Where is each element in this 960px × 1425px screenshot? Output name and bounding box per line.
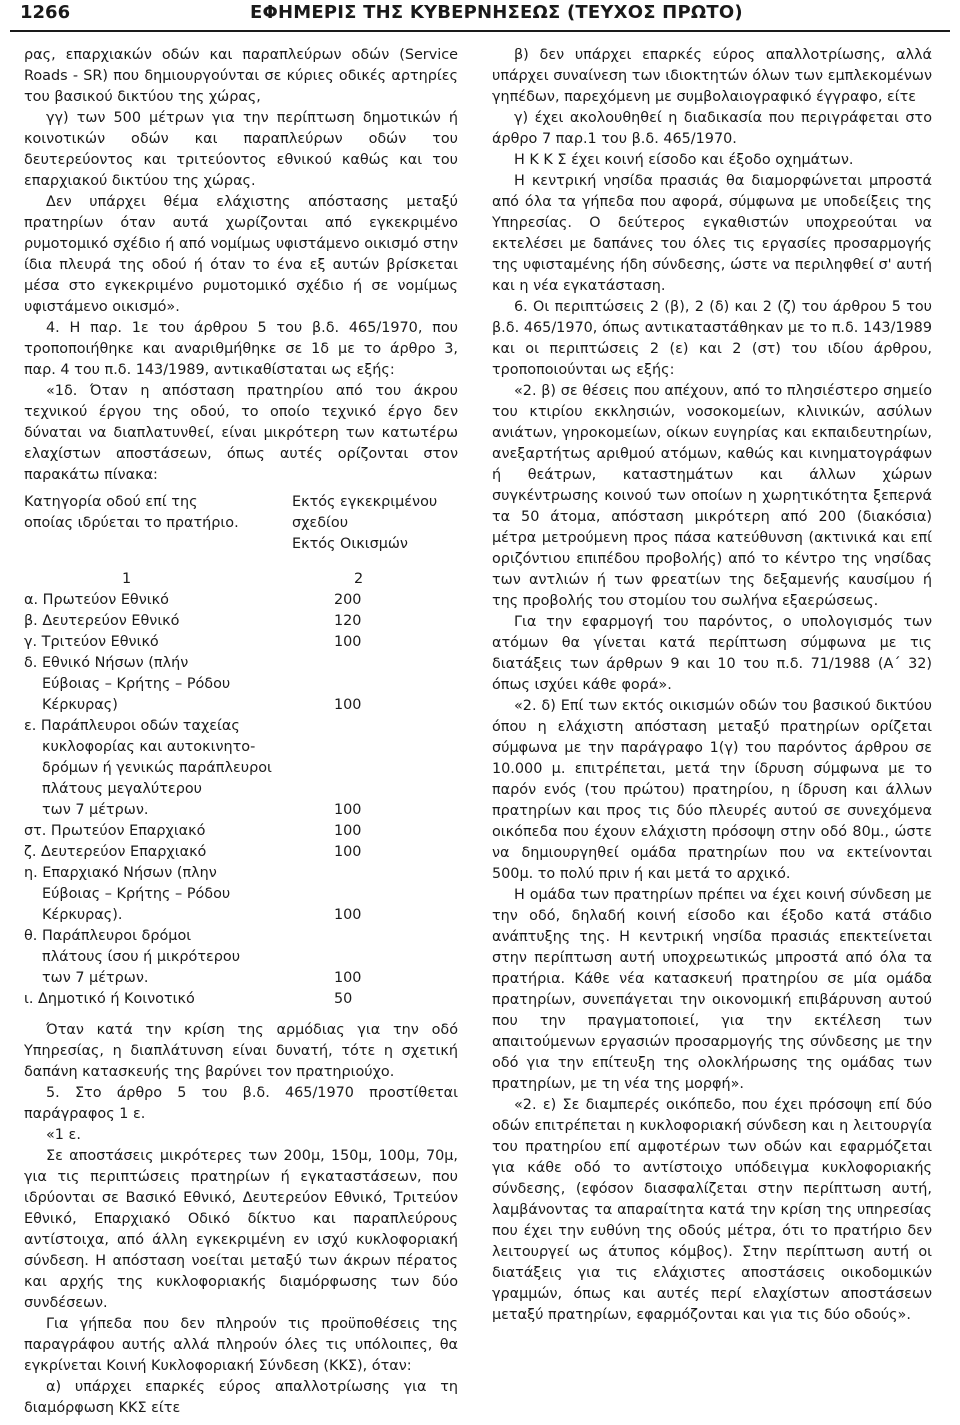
table-cell: των 7 μέτρων. xyxy=(42,802,149,818)
table-cell: Κέρκυρας) xyxy=(42,697,118,713)
table-header-text: Κατηγορία οδού επί της xyxy=(24,494,198,510)
table-cell: ε. Παράπλευροι οδών ταχείας xyxy=(24,718,240,734)
table-cell: Εύβοιας – Κρήτης – Ρόδου xyxy=(42,886,231,902)
paragraph: γ) έχει ακολουθηθεί η διαδικασία που περιγράφεται στο άρθρο 7 παρ.1 του β.δ. 465/1970. xyxy=(492,110,932,147)
page-number: 1266 xyxy=(20,2,71,23)
paragraph: Η ομάδα των πρατηρίων πρέπει να έχει κοινή σύνδεση με την οδό, δηλαδή κοινή είσοδο και έξοδο κατά στάδιο ανάπτυξης της. Η κεντρική νησίδα πρασιάς επεκτείνεται στην περίπτωση αυτή υποχρεωτικώς μπροστά από όλα τα πρατήρια. Κάθε νέα κατασκευή πρατηρίου σε μία ομάδα πρατηρίων, συνεπάγεται την οικονομική επιβάρυνση αυτού που την πραγματοποιεί, για την εκτέλεση των απαιτούμενων εργασιών προσαρμογής της σύνδεσης με την οδό για την επίτευξη της ολοκλήρωσης της ομάδας των πρατηρίων, με τη νέα της μορφή». xyxy=(492,887,932,1092)
column-number: 1 xyxy=(122,571,132,587)
table-value: 200 xyxy=(334,592,362,608)
table-cell: των 7 μέτρων. xyxy=(42,970,149,986)
column-number: 2 xyxy=(354,571,364,587)
paragraph: Σε αποστάσεις μικρότερες των 200μ, 150μ, 100μ, 70μ, για τις περιπτώσεις πρατηρίων ή εγκαταστάσεων, που ιδρύονται σε Βασικό Εθνικό, Δευτερεύον Εθνικό, Τριτεύον Εθνικό, Επαρχιακό Οδικό δίκτυο και παραπλεύρους αντίστοιχα, από άλλη εγκεκριμένη εν ισχύ κυκλοφοριακή σύνδεση. Η απόσταση νοείται μεταξύ των άκρων πέρατος και αρχής της κυκλοφοριακής διαμόρφωσης των δύο συνδέσεων. xyxy=(24,1148,458,1311)
paragraph: Όταν κατά την κρίση της αρμόδιας για την οδό Υπηρεσίας, η διαπλάτυνση είναι δυνατή, τότε η σχετική δαπάνη κατασκευής της βαρύνει τον πρατηριούχο. xyxy=(24,1022,458,1080)
paragraph: «2. δ) Επί των εκτός οικισμών οδών του βασικού δικτύου όπου η ελάχιστη απόσταση μεταξύ πρατηρίων ορίζεται σύμφωνα με την παράγραφο 1(γ) του παρόντος άρθρου σε 10.000 μ. επιτρέπεται, μετά την ίδρυση σύμφωνα με το παρόν ενός (του πρώτου) πρατηρίου, η ίδρυση και άλλων πρατηρίων και προς τις δύο πλευρές αυτού σε συνεχόμενα οικόπεδα που έχουν ελάχιστη πρόσοψη στην οδό 80μ., ώστε να δημιουργηθεί ομάδα πρατηρίων που να εκτείνονται 500μ. το πολύ πριν ή και μετά το αρχικό. xyxy=(492,698,932,882)
paragraph: «1 ε. xyxy=(46,1127,81,1143)
paragraph: Η Κ Κ Σ έχει κοινή είσοδο και έξοδο οχημάτων. xyxy=(514,152,854,168)
table-cell: ζ. Δευτερεύον Επαρχιακό xyxy=(24,844,207,860)
table-header-text: Εκτός εγκεκριμένου xyxy=(292,494,438,510)
paragraph: Δεν υπάρχει θέμα ελάχιστης απόστασης μεταξύ πρατηρίων όταν αυτά χωρίζονται από εγκεκριμένο ρυμοτομικό σχέδιο ή από νομίμως υφιστάμενο οικισμό στην ίδια πλευρά της οδού ή όταν το ένα εξ αυτών βρίσκεται μέσα στο εγκεκριμένο ρυμοτομικό σχέδιο ή σε νομίμως υφιστάμενο οικισμό». xyxy=(24,194,458,315)
table-row xyxy=(24,716,458,821)
table-value: 100 xyxy=(334,970,362,986)
table-value: 100 xyxy=(334,697,362,713)
table-value: 120 xyxy=(334,613,362,629)
header-rule xyxy=(10,30,950,32)
table-cell: ι. Δημοτικό ή Κοινοτικό xyxy=(24,991,195,1007)
table-cell: πλάτους μεγαλύτερου xyxy=(42,781,202,797)
table-cell: β. Δευτερεύον Εθνικό xyxy=(24,613,180,629)
paragraph: 6. Οι περιπτώσεις 2 (β), 2 (δ) και 2 (ζ) του άρθρου 5 του β.δ. 465/1970, όπως αντικαταστάθηκαν με το π.δ. 143/1989 και οι περιπτώσεις 2 (ε) και 2 (στ) του ιδίου άρθρου, τροποποιούνται ως εξής: xyxy=(492,299,932,378)
table-row xyxy=(24,989,458,1010)
table-cell: κυκλοφορίας και αυτοκινητο- xyxy=(42,739,256,755)
table-value: 100 xyxy=(334,907,362,923)
table-header-text: Εκτός Οικισμών xyxy=(292,536,408,552)
table-column-numbers xyxy=(24,569,458,590)
table-cell: γ. Τριτεύον Εθνικό xyxy=(24,634,159,650)
distance-table-header xyxy=(24,492,458,555)
paragraph: «2. ε) Σε διαμπερές οικόπεδο, που έχει πρόσοψη επί δύο οδών επιτρέπεται η κυκλοφοριακή σύνδεση και η λειτουργία του πρατηρίου επί αμφοτέρων των οδών και εφαρμόζεται για κάθε οδό το αντίστοιχο υπόδειγμα κυκλοφοριακής σύνδεσης, (εφόσον διασφαλίζεται στην περίπτωση αυτή, λαμβάνοντας τα απαραίτητα κατά την κρίση της υπηρεσίας που έχει την ευθύνη της οδούς μέτρα, ότι το πρατήριο δεν λειτουργεί ως άτυπος κόμβος). Στην περίπτωση αυτή οι διατάξεις για τις ελάχιστες αποστάσεις οικοδομικών γραμμών, όπως και αυτές περί ελαχίστων αποστάσεων μεταξύ πρατηρίων, εφαρμόζονται και για τις δύο οδούς». xyxy=(492,1097,932,1323)
paragraph: 4. Η παρ. 1ε του άρθρου 5 του β.δ. 465/1970, που τροποποιήθηκε και αναριθμήθηκε σε 1δ με το άρθρο 3, παρ. 4 του π.δ. 143/1989, αντικαθίσταται ως εξής: xyxy=(24,320,458,378)
paragraph: γγ) των 500 μέτρων για την περίπτωση δημοτικών ή κοινοτικών οδών και παραπλεύρων οδών του δευτερεύοντος και τριτεύοντος εθνικού καθώς και του επαρχιακού δικτύου της χώρας. xyxy=(24,110,458,189)
table-cell: Εύβοιας – Κρήτης – Ρόδου xyxy=(42,676,231,692)
paragraph: Για την εφαρμογή του παρόντος, ο υπολογισμός των ατόμων θα γίνεται κατά περίπτωση σύμφωνα με τις διατάξεις των άρθρων 9 και 10 του π.δ. 71/1988 (Α΄ 32) όπως ισχύει κάθε φορά». xyxy=(492,614,932,693)
table-cell: δ. Εθνικό Νήσων (πλήν xyxy=(24,655,189,671)
table-cell: η. Επαρχιακό Νήσων (πλην xyxy=(24,865,217,881)
table-row xyxy=(24,842,458,863)
table-row xyxy=(24,632,458,653)
table-row xyxy=(24,863,458,926)
gazette-title: ΕΦΗΜΕΡΙΣ ΤΗΣ ΚΥΒΕΡΝΗΣΕΩΣ (ΤΕΥΧΟΣ ΠΡΩΤΟ) xyxy=(250,2,743,23)
table-cell: θ. Παράπλευροι δρόμοι xyxy=(24,928,192,944)
table-value: 100 xyxy=(334,802,362,818)
table-value: 100 xyxy=(334,634,362,650)
table-row xyxy=(24,653,458,716)
paragraph: α) υπάρχει επαρκές εύρος απαλλοτρίωσης για τη διαμόρφωση ΚΚΣ είτε xyxy=(24,1379,458,1416)
table-cell: Κέρκυρας). xyxy=(42,907,123,923)
table-cell: στ. Πρωτεύον Επαρχιακό xyxy=(24,823,206,839)
distance-table xyxy=(24,590,458,1010)
table-value: 50 xyxy=(334,991,353,1007)
table-cell: πλάτους ίσου ή μικρότερου xyxy=(42,949,241,965)
paragraph: Η κεντρική νησίδα πρασιάς θα διαμορφώνεται μπροστά από όλα τα γήπεδα που αφορά, σύμφωνα με υποδείξεις της Υπηρεσίας. Ο δεύτερος εγκαθιστών υποχρεούται να εκτελέσει με δαπάνες του όλες τις εργασίες προσαρμογής της υφισταμένης ήδη σύνδεσης, ώστε να περιληφθεί σ' αυτή και η νέα εγκατάσταση. xyxy=(492,173,932,294)
table-cell: δρόμων ή γενικώς παράπλευροι xyxy=(42,760,272,776)
paragraph: 5. Στο άρθρο 5 του β.δ. 465/1970 προστίθεται παράγραφος 1 ε. xyxy=(24,1085,458,1122)
table-row xyxy=(24,590,458,611)
table-header-category xyxy=(24,492,292,555)
paragraph: «2. β) σε θέσεις που απέχουν, από το πλησιέστερο σημείο του κτιρίου εκκλησιών, νοσοκομείων, κλινικών, ασύλων ανιάτων, γηροκομείων, οίκων ευγηρίας και εκπαιδευτηρίων, ανεξαρτήτως αριθμού ατόμων, καθώς και κινηματογράφων ή θεάτρων, καταστημάτων και άλλων χώρων συγκέντρωσης κοινού των οποίων η χωρητικότητα ξεπερνά τα 50 άτομα, απόσταση μικρότερη από 200 (διακόσια) μέτρα μετρούμενη προς πάσα κατεύθυνση (ακτινικά και επί οριζόντιου επιπέδου προβολής) από το κέντρο της νησίδας των αντλιών ή των φρεατίων της δεξαμενής καυσίμου ή της προβολής του στομίου του σωλήνα εξαερώσεως. xyxy=(492,383,932,609)
table-row xyxy=(24,611,458,632)
paragraph: «1δ. Όταν η απόσταση πρατηρίου από του άκρου τεχνικού έργου της οδού, το οποίο τεχνικό έργο δεν δύναται να διαπλατυνθεί, είναι μικρότερη των κατωτέρω ελαχίστων αποστάσεων, όπως αυτές ορίζονται στον παρακάτω πίνακα: xyxy=(24,383,458,483)
right-column xyxy=(492,45,932,1326)
table-cell: α. Πρωτεύον Εθνικό xyxy=(24,592,169,608)
table-header-distance xyxy=(292,492,452,555)
paragraph: Για γήπεδα που δεν πληρούν τις προϋποθέσεις της παραγράφου αυτής αλλά πληρούν όλες τις υπόλοιπες, θα εγκρίνεται Κοινή Κυκλοφοριακή Σύνδεση (ΚΚΣ), όταν: xyxy=(24,1316,458,1374)
table-header-text: σχεδίου xyxy=(292,515,349,531)
page-header xyxy=(10,0,950,30)
table-value: 100 xyxy=(334,823,362,839)
table-row xyxy=(24,926,458,989)
left-column xyxy=(24,45,458,1419)
paragraph: ρας, επαρχιακών οδών και παραπλεύρων οδών (Service Roads - SR) που δημιουργούνται σε κύριες οδικές αρτηρίες του βασικού δικτύου της χώρας, xyxy=(24,47,458,105)
table-value: 100 xyxy=(334,844,362,860)
paragraph: β) δεν υπάρχει επαρκές εύρος απαλλοτρίωσης, αλλά υπάρχει συναίνεση των ιδιοκτητών όλων των εμπλεκομένων γηπέδων, παρεχόμενη με συμβολαιογραφικό έγγραφο, είτε xyxy=(492,47,932,105)
table-row xyxy=(24,821,458,842)
table-header-text: οποίας ιδρύεται το πρατήριο. xyxy=(24,515,239,531)
